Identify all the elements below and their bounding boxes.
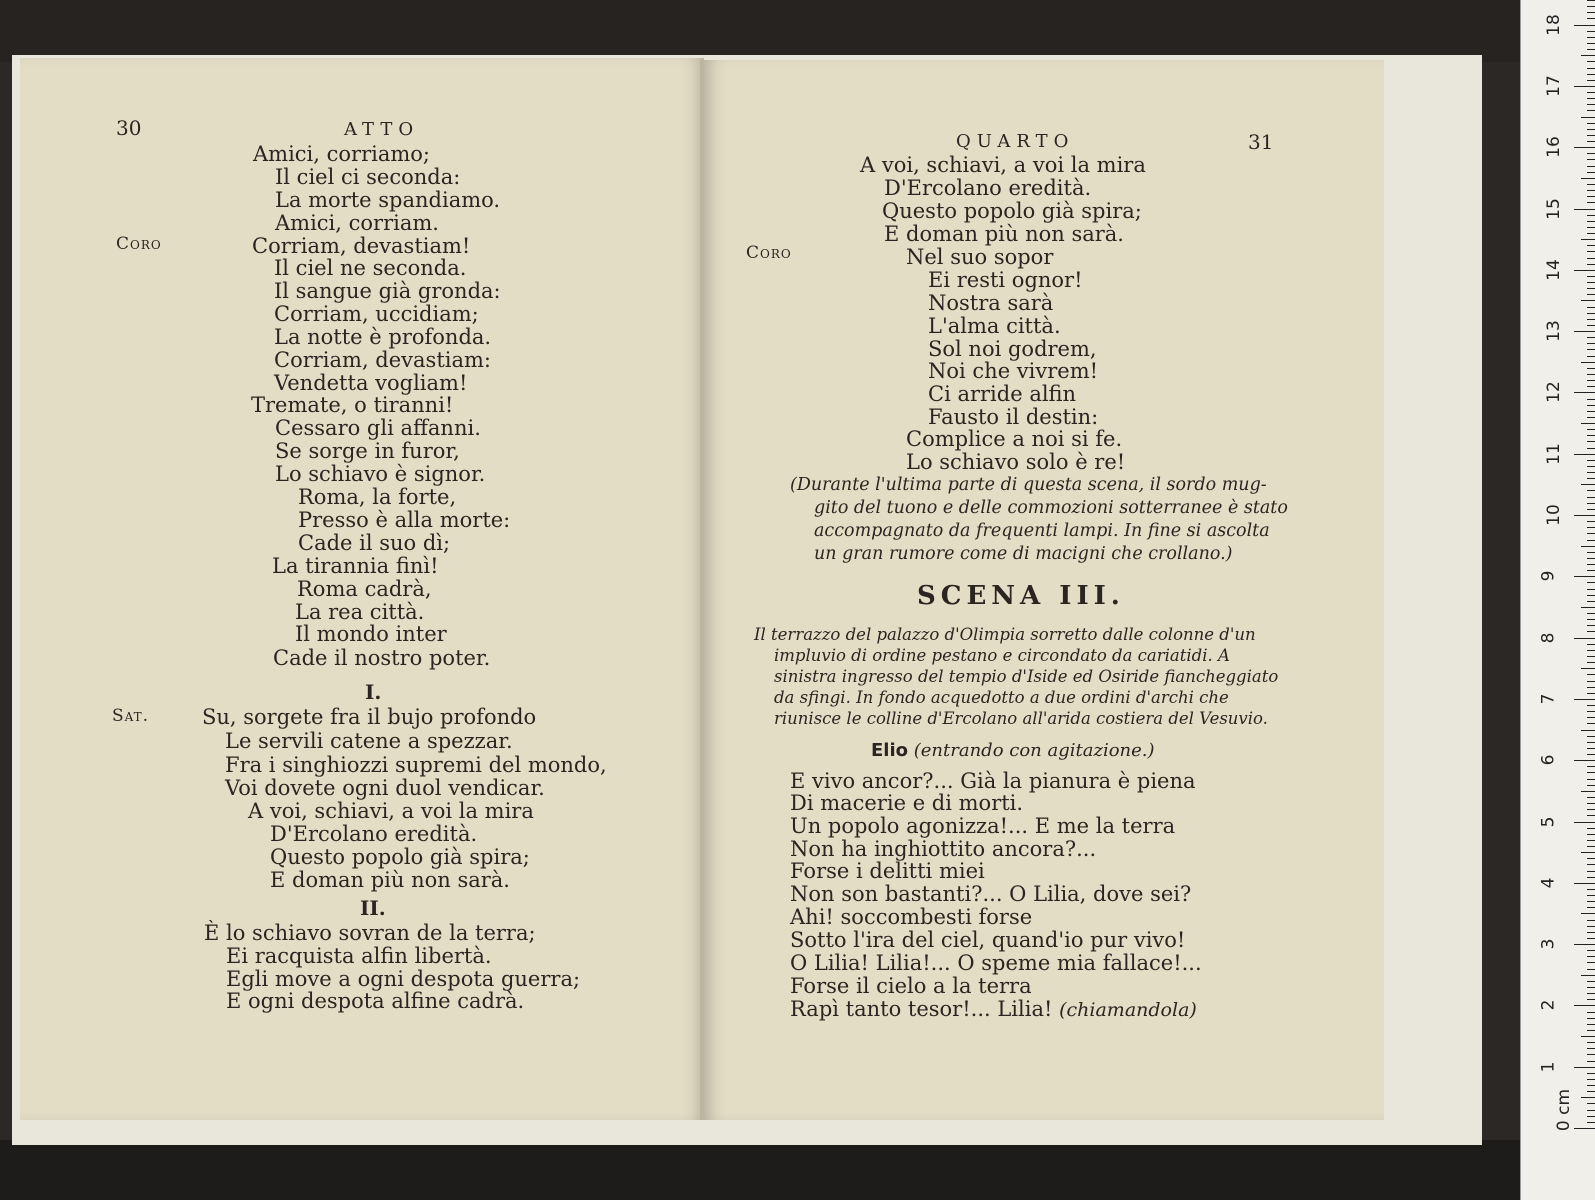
ruler-tick [1587,1012,1595,1013]
ruler-tick [1587,276,1595,277]
chorus-block-line: Il ciel ne seconda. [274,256,467,280]
coro-block-line: Noi che vivrem! [928,359,1099,383]
ruler-number: 12 [1543,381,1564,404]
ruler-tick [1587,37,1595,38]
ruler-tick [1587,1103,1595,1104]
ruler-tick [1587,497,1595,498]
ruler-tick [1587,202,1595,203]
ruler-number: 10 [1543,504,1564,526]
ruler-tick [1587,313,1595,314]
chorus-block-line: Il sangue già gronda: [274,279,501,303]
ruler-tick [1587,478,1595,479]
ruler-tick [1587,962,1595,963]
ruler-tick [1581,730,1595,731]
ruler-tick [1574,392,1595,393]
ruler-tick [1587,687,1595,688]
ruler-tick [1574,454,1595,455]
ruler-tick [1587,411,1595,412]
ruler-number: 3 [1538,938,1559,950]
ruler-tick [1587,840,1595,841]
ruler-tick [1587,1079,1595,1080]
ruler-tick [1587,889,1595,890]
right-page [704,60,1384,1120]
ruler-tick [1581,546,1595,547]
ruler-tick [1587,429,1595,430]
sat-speaker-label: Sat. [112,706,150,726]
ruler-tick [1574,270,1595,271]
ruler-tick [1587,564,1595,565]
elio-block-line: Non ha inghiottito ancora?... [790,837,1097,861]
ruler-tick [1581,1036,1595,1037]
ruler-tick [1587,711,1595,712]
ruler-number: 4 [1538,877,1559,889]
ruler-tick [1574,1128,1595,1129]
ruler-tick [1581,423,1595,424]
ruler-tick [1587,1030,1595,1031]
ruler-tick [1587,570,1595,571]
chorus-block-line: Lo schiavo è signor. [275,462,486,486]
ruler-tick [1587,601,1595,602]
elio-block-line: Forse i delitti miei [790,859,985,883]
ruler-tick [1574,699,1595,700]
right-running-head: QUARTO [956,131,1075,152]
stage-one-line: gito del tuono e delle commozioni sotterranee è stato [814,498,1288,518]
ruler-tick [1587,319,1595,320]
ruler-tick [1581,913,1595,914]
ruler-number: 5 [1538,816,1559,827]
ruler-tick [1587,245,1595,246]
ruler-tick [1587,466,1595,467]
stage-one-line: accompagnato da frequenti lampi. In fine si ascolta [814,521,1270,541]
chorus-block-line: La morte spandiamo. [275,188,501,212]
ruler-tick [1587,460,1595,461]
elio-block-line: Di macerie e di morti. [790,791,1024,815]
ruler-number: 1 [1538,1061,1559,1073]
ruler-tick [1587,233,1595,234]
stanza-two-line: Ei racquista alfin libertà. [226,944,492,968]
ruler-tick [1587,98,1595,99]
opening-block-line: E doman più non sarà. [884,222,1124,246]
ruler-tick [1587,674,1595,675]
ruler-tick [1587,92,1595,93]
coro-block-line: Ei resti ognor! [928,268,1083,292]
ruler-tick [1574,331,1595,332]
ruler-number: 9 [1538,570,1559,582]
ruler-tick [1581,239,1595,240]
ruler-tick [1587,736,1595,737]
stage-one-line: un gran rumore come di macigni che crollano.) [814,544,1233,564]
ruler-tick [1587,172,1595,173]
ruler-tick [1587,166,1595,167]
coro-speaker-label: Coro [116,234,162,254]
stanza-one-line: E doman più non sarà. [270,868,510,892]
chorus-block-line: La rea città. [295,600,425,624]
ruler-number: 16 [1543,136,1564,159]
ruler-tick [1587,754,1595,755]
right-page-number: 31 [1248,130,1274,154]
ruler-tick [1587,1054,1595,1055]
ruler-tick [1587,104,1595,105]
elio-block-line: Ahi! soccombesti forse [790,905,1033,929]
ruler-tick [1587,0,1595,1]
elio-block-line: Forse il cielo a la terra [790,974,1032,998]
ruler-tick [1581,362,1595,363]
elio-block-line: E vivo ancor?... Già la pianura è piena [790,769,1196,793]
ruler-tick [1587,1085,1595,1086]
ruler-tick [1587,907,1595,908]
ruler-tick [1587,920,1595,921]
chorus-block-line: Tremate, o tiranni! [251,393,454,417]
stanza-one-line: Su, sorgete fra il bujo profondo [202,705,537,729]
coro-block-line: Ci arride alfin [928,382,1077,406]
scene-title: SCENA III. [917,581,1125,611]
ruler-tick [1581,852,1595,853]
coro-block-line: Nostra sarà [928,291,1054,315]
ruler-tick [1587,987,1595,988]
ruler-tick [1587,681,1595,682]
ruler-tick [1587,644,1595,645]
coro-block-line: L'alma città. [928,314,1061,338]
ruler-tick [1587,815,1595,816]
ruler-tick [1587,441,1595,442]
ruler-tick [1574,883,1595,884]
ruler-tick [1587,926,1595,927]
elio-block-line: O Lilia! Lilia!... O speme mia fallace!... [790,951,1202,975]
ruler-tick [1587,129,1595,130]
ruler-tick [1587,779,1595,780]
section-two-numeral: II. [360,896,386,920]
ruler-tick [1587,938,1595,939]
ruler-tick [1587,1024,1595,1025]
ruler-tick [1587,877,1595,878]
ruler-tick [1587,656,1595,657]
ruler-tick [1581,178,1595,179]
ruler-tick [1587,956,1595,957]
ruler-tick [1587,1042,1595,1043]
coro-block-line: Complice a noi si fe. [906,427,1123,451]
ruler-tick [1587,582,1595,583]
coro-block-line: Nel suo sopor [906,245,1054,269]
ruler-tick [1587,748,1595,749]
left-running-head: ATTO [344,119,420,140]
chorus-block-line: Se sorge in furor, [275,439,460,463]
ruler-tick [1587,981,1595,982]
ruler-tick [1587,31,1595,32]
chorus-block-line: Vendetta vogliam! [274,371,468,395]
ruler-tick [1587,766,1595,767]
ruler-tick [1587,405,1595,406]
stanza-one-line: A voi, schiavi, a voi la mira [248,799,534,823]
chorus-block-line: Corriam, uccidiam; [274,302,479,326]
scene-desc-line: riunisce le colline d'Ercolano all'arida costiera del Vesuvio. [774,709,1268,728]
opening-block-line: A voi, schiavi, a voi la mira [860,153,1146,177]
ruler-tick [1587,589,1595,590]
ruler-tick [1587,374,1595,375]
ruler-tick [1574,638,1595,639]
ruler-tick [1587,380,1595,381]
ruler-tick [1587,797,1595,798]
elio-stage-direction: (entrando con agitazione.) [913,740,1155,761]
ruler-tick [1587,993,1595,994]
ruler-tick [1587,999,1595,1000]
ruler-tick [1587,153,1595,154]
ruler-tick [1587,159,1595,160]
ruler-tick [1587,325,1595,326]
ruler-tick [1587,288,1595,289]
ruler-tick [1587,190,1595,191]
ruler-tick [1587,809,1595,810]
ruler-number: 13 [1543,320,1564,342]
ruler-tick [1587,74,1595,75]
ruler-tick [1581,55,1595,56]
ruler-tick [1587,49,1595,50]
ruler-tick [1587,43,1595,44]
ruler-tick [1587,613,1595,614]
chorus-block-line: La tirannia finì! [272,554,439,578]
chorus-block-line: Roma, la forte, [298,485,457,509]
ruler-tick [1587,895,1595,896]
ruler-tick [1587,717,1595,718]
ruler-tick [1587,399,1595,400]
ruler-tick [1587,264,1595,265]
ruler-tick [1581,975,1595,976]
ruler-number: 17 [1543,75,1564,97]
ruler-tick [1587,227,1595,228]
chorus-block-line: Roma cadrà, [297,577,432,601]
stanza-one-line: Le servili catene a spezzar. [225,729,513,753]
ruler-tick [1587,1110,1595,1111]
ruler-tick [1574,944,1595,945]
ruler-tick [1587,503,1595,504]
ruler-tick [1587,950,1595,951]
ruler-tick [1587,196,1595,197]
ruler-tick [1587,135,1595,136]
elio-block-line: Sotto l'ira del ciel, quand'io pur vivo! [790,928,1186,952]
ruler-tick [1581,668,1595,669]
ruler-tick [1587,509,1595,510]
ruler-unit-label: 0 cm [1554,1088,1575,1132]
elio-last-line [790,998,1197,1022]
ruler-tick [1587,251,1595,252]
ruler-tick [1574,515,1595,516]
ruler-tick [1574,1067,1595,1068]
coro-block-line: Fausto il destin: [928,405,1099,429]
chorus-block-line: Il ciel ci seconda: [275,165,461,189]
ruler-tick [1581,300,1595,301]
ruler-tick [1587,1122,1595,1123]
ruler-tick [1587,258,1595,259]
ruler-tick [1587,650,1595,651]
stanza-one-line: D'Ercolano eredità. [270,822,478,846]
stanza-one-line: Fra i singhiozzi supremi del mondo, [225,753,607,777]
ruler-tick [1587,1116,1595,1117]
ruler-tick [1587,521,1595,522]
elio-heading [871,740,1155,761]
elio-block-line: Un popolo agonizza!... E me la terra [790,814,1176,838]
ruler-tick [1587,619,1595,620]
ruler-tick [1587,772,1595,773]
stanza-one-line: Questo popolo già spira; [270,845,530,869]
ruler-tick [1587,785,1595,786]
ruler-tick [1587,12,1595,13]
ruler-tick [1587,932,1595,933]
ruler-tick [1581,117,1595,118]
ruler-tick [1587,18,1595,19]
coro-speaker-label-right: Coro [746,243,792,263]
ruler-tick [1587,693,1595,694]
ruler-number: 18 [1543,13,1564,36]
stanza-two-line: Egli move a ogni despota guerra; [226,967,581,991]
ruler-tick [1587,1061,1595,1062]
ruler-tick [1581,484,1595,485]
chorus-block-line: La notte è profonda. [274,325,492,349]
elio-last-line-direction: (chiamandola) [1059,999,1197,1021]
chorus-block-line: Cessaro gli affanni. [275,416,481,440]
ruler-tick [1587,80,1595,81]
ruler-number: 15 [1543,197,1564,220]
chorus-block-line: Presso è alla morte: [298,508,511,532]
ruler-tick [1587,386,1595,387]
ruler-tick [1587,631,1595,632]
ruler-tick [1587,337,1595,338]
ruler-tick [1587,723,1595,724]
opening-block-line: D'Ercolano eredità. [884,176,1092,200]
ruler-tick [1587,864,1595,865]
ruler-tick [1587,417,1595,418]
ruler-tick [1587,625,1595,626]
coro-block-line: Lo schiavo solo è re! [906,450,1126,474]
chorus-block-line: Amici, corriamo; [253,142,430,166]
left-page [20,58,704,1120]
ruler-tick [1587,282,1595,283]
ruler-tick [1587,1018,1595,1019]
ruler-tick [1587,834,1595,835]
ruler-number: 2 [1538,999,1559,1011]
ruler-tick [1581,791,1595,792]
stanza-two-line: È lo schiavo sovran de la terra; [204,921,536,945]
dark-background-bottom [0,1140,1520,1200]
ruler-tick [1587,828,1595,829]
ruler-tick [1587,803,1595,804]
stage-one-line: (Durante l'ultima parte di questa scena, il sordo mug- [790,475,1267,495]
ruler-tick [1587,1091,1595,1092]
ruler-tick [1574,576,1595,577]
stanza-one-line: Voi dovete ogni duol vendicar. [225,776,545,800]
ruler-tick [1587,558,1595,559]
ruler-tick [1587,901,1595,902]
scene-desc-line: sinistra ingresso del tempio d'Iside ed Osiride fiancheggiato [774,667,1279,686]
ruler-tick [1581,607,1595,608]
ruler-tick [1574,760,1595,761]
ruler-tick [1587,858,1595,859]
chorus-block-line: Il mondo inter [295,622,447,646]
ruler-tick [1587,6,1595,7]
chorus-block-line: Amici, corriam. [275,211,439,235]
dark-background-top [0,0,1520,62]
ruler-tick [1587,1073,1595,1074]
ruler-tick [1574,86,1595,87]
ruler-number: 8 [1538,632,1559,644]
ruler-tick [1587,662,1595,663]
chorus-block-line: Cade il nostro poter. [273,646,491,670]
ruler-tick [1574,209,1595,210]
ruler-number: 7 [1538,693,1559,705]
ruler-tick [1587,705,1595,706]
ruler-tick [1587,533,1595,534]
left-page-number: 30 [116,116,142,140]
ruler-tick [1587,490,1595,491]
ruler-tick [1587,448,1595,449]
ruler-tick [1587,472,1595,473]
chorus-block-line: Corriam, devastiam! [252,234,471,258]
ruler-tick [1574,147,1595,148]
ruler-tick [1587,294,1595,295]
ruler-tick [1574,1005,1595,1006]
coro-block-line: Sol noi godrem, [928,337,1097,361]
ruler-tick [1587,184,1595,185]
elio-speaker-name: Elio [871,740,909,761]
ruler-tick [1587,215,1595,216]
chorus-block-line: Cade il suo dì; [298,531,451,555]
stanza-two-line: E ogni despota alfine cadrà. [226,989,525,1013]
ruler-tick [1587,123,1595,124]
ruler-number: 6 [1538,754,1559,766]
ruler-number: 11 [1543,442,1564,465]
ruler-tick [1587,742,1595,743]
ruler-number: 14 [1543,258,1564,281]
scene-desc-line: da sfingi. In fondo acquedotto a due ordini d'archi che [774,688,1229,707]
ruler-tick [1587,368,1595,369]
ruler-tick [1587,969,1595,970]
ruler-tick [1587,595,1595,596]
ruler-tick [1581,1097,1595,1098]
ruler-tick [1587,221,1595,222]
scene-desc-line: Il terrazzo del palazzo d'Olimpia sorretto dalle colonne d'un [754,625,1256,644]
ruler-tick [1587,540,1595,541]
ruler-tick [1587,61,1595,62]
elio-last-line-text: Rapì tanto tesor!... Lilia! [790,997,1053,1021]
ruler-tick [1587,343,1595,344]
section-one-numeral: I. [365,680,382,704]
ruler-tick [1587,349,1595,350]
ruler-tick [1574,822,1595,823]
ruler-tick [1587,552,1595,553]
ruler-tick [1587,68,1595,69]
ruler-tick [1587,846,1595,847]
opening-block-line: Questo popolo già spira; [882,199,1142,223]
ruler-tick [1587,527,1595,528]
chorus-block-line: Corriam, devastiam: [274,348,491,372]
ruler-tick [1587,141,1595,142]
elio-block-line: Non son bastanti?... O Lilia, dove sei? [790,882,1192,906]
ruler-tick [1587,1048,1595,1049]
ruler-tick [1587,307,1595,308]
ruler-tick [1587,356,1595,357]
ruler-tick [1587,871,1595,872]
ruler-tick [1587,435,1595,436]
measurement-ruler [1520,0,1595,1200]
ruler-tick [1574,25,1595,26]
scene-desc-line: impluvio di ordine pestano e circondato da cariatidi. A [774,646,1230,665]
ruler-tick [1587,110,1595,111]
